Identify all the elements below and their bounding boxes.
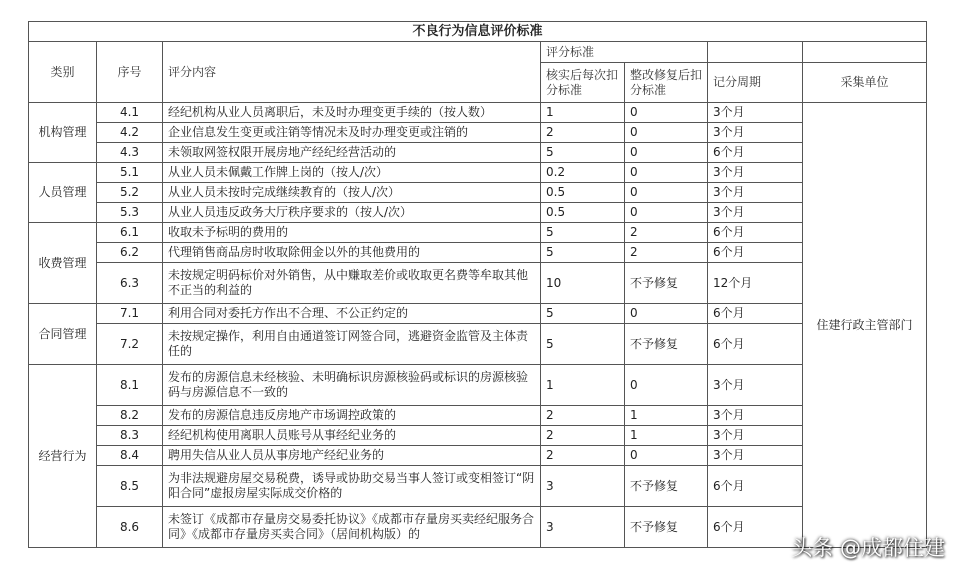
fix-deduct-cell: 0 (625, 203, 708, 223)
table-row (29, 365, 927, 406)
per-deduct-cell: 1 (541, 103, 625, 123)
table-row (29, 406, 927, 426)
period-cell: 6个月 (708, 143, 803, 163)
content-cell: 从业人员违反政务大厅秩序要求的（按人/次） (163, 203, 541, 223)
content-cell: 从业人员未佩戴工作牌上岗的（按人/次） (163, 163, 541, 183)
seq-cell: 4.1 (97, 103, 163, 123)
period-cell: 6个月 (708, 507, 803, 548)
per-deduct-cell: 10 (541, 263, 625, 304)
fix-deduct-cell: 0 (625, 123, 708, 143)
per-deduct-cell: 2 (541, 406, 625, 426)
seq-cell: 5.3 (97, 203, 163, 223)
fix-deduct-cell: 0 (625, 103, 708, 123)
per-deduct-cell: 0.5 (541, 183, 625, 203)
fix-deduct-cell: 2 (625, 243, 708, 263)
content-cell: 企业信息发生变更或注销等情况未及时办理变更或注销的 (163, 123, 541, 143)
period-cell: 6个月 (708, 304, 803, 324)
fix-deduct-cell: 1 (625, 406, 708, 426)
content-cell: 经纪机构使用离职人员账号从事经纪业务的 (163, 426, 541, 446)
header-category: 类别 (29, 42, 97, 103)
fix-deduct-cell: 0 (625, 163, 708, 183)
table-row (29, 163, 927, 183)
table-row (29, 466, 927, 507)
table-row (29, 426, 927, 446)
table-row (29, 263, 927, 304)
header-score-standard: 评分标准 (541, 42, 708, 63)
seq-cell: 7.2 (97, 324, 163, 365)
fix-deduct-cell: 不予修复 (625, 507, 708, 548)
period-cell: 3个月 (708, 163, 803, 183)
period-cell: 12个月 (708, 263, 803, 304)
table-row (29, 143, 927, 163)
period-cell: 3个月 (708, 183, 803, 203)
period-cell: 6个月 (708, 243, 803, 263)
period-cell: 3个月 (708, 103, 803, 123)
table-row (29, 324, 927, 365)
per-deduct-cell: 5 (541, 304, 625, 324)
header-blank (803, 42, 927, 63)
content-cell: 利用合同对委托方作出不合理、不公正约定的 (163, 304, 541, 324)
period-cell: 3个月 (708, 203, 803, 223)
table-row (29, 223, 927, 243)
per-deduct-cell: 3 (541, 507, 625, 548)
per-deduct-cell: 0.5 (541, 203, 625, 223)
per-deduct-cell: 5 (541, 324, 625, 365)
seq-cell: 8.4 (97, 446, 163, 466)
content-cell: 经纪机构从业人员离职后，未及时办理变更手续的（按人数） (163, 103, 541, 123)
header-content: 评分内容 (163, 42, 541, 103)
period-cell: 3个月 (708, 406, 803, 426)
period-cell: 3个月 (708, 446, 803, 466)
content-cell: 未按规定明码标价对外销售，从中赚取差价或收取更名费等牟取其他不正当的利益的 (163, 263, 541, 304)
table-row (29, 123, 927, 143)
seq-cell: 4.2 (97, 123, 163, 143)
table-row (29, 446, 927, 466)
per-deduct-cell: 2 (541, 446, 625, 466)
category-cell: 收费管理 (29, 223, 97, 304)
period-cell: 6个月 (708, 466, 803, 507)
content-cell: 未领取网签权限开展房地产经纪经营活动的 (163, 143, 541, 163)
header-seq: 序号 (97, 42, 163, 103)
seq-cell: 6.3 (97, 263, 163, 304)
fix-deduct-cell: 2 (625, 223, 708, 243)
header-per-deduct: 核实后每次扣分标准 (541, 63, 625, 103)
content-cell: 从业人员未按时完成继续教育的（按人/次） (163, 183, 541, 203)
per-deduct-cell: 5 (541, 143, 625, 163)
header-period: 记分周期 (708, 63, 803, 103)
watermark: 头条 @成都住建 (791, 536, 945, 560)
table-row (29, 304, 927, 324)
content-cell: 代理销售商品房时收取除佣金以外的其他费用的 (163, 243, 541, 263)
header-unit: 采集单位 (803, 63, 927, 103)
content-cell: 为非法规避房屋交易税费，诱导或协助交易当事人签订或变相签订“阴阳合同”虚报房屋实际成交价格的 (163, 466, 541, 507)
content-cell: 聘用失信从业人员从事房地产经纪业务的 (163, 446, 541, 466)
seq-cell: 8.2 (97, 406, 163, 426)
fix-deduct-cell: 不予修复 (625, 324, 708, 365)
seq-cell: 5.1 (97, 163, 163, 183)
seq-cell: 8.5 (97, 466, 163, 507)
period-cell: 6个月 (708, 223, 803, 243)
table-row (29, 243, 927, 263)
period-cell: 3个月 (708, 123, 803, 143)
seq-cell: 8.1 (97, 365, 163, 406)
seq-cell: 4.3 (97, 143, 163, 163)
period-cell: 3个月 (708, 426, 803, 446)
seq-cell: 8.6 (97, 507, 163, 548)
fix-deduct-cell: 0 (625, 365, 708, 406)
per-deduct-cell: 2 (541, 123, 625, 143)
category-cell: 机构管理 (29, 103, 97, 163)
category-cell: 经营行为 (29, 365, 97, 548)
header-blank (708, 42, 803, 63)
content-cell: 收取未予标明的费用的 (163, 223, 541, 243)
table-row (29, 203, 927, 223)
content-cell: 未按规定操作，利用自由通道签订网签合同，逃避资金监管及主体责任的 (163, 324, 541, 365)
fix-deduct-cell: 1 (625, 426, 708, 446)
per-deduct-cell: 0.2 (541, 163, 625, 183)
fix-deduct-cell: 0 (625, 304, 708, 324)
per-deduct-cell: 3 (541, 466, 625, 507)
seq-cell: 8.3 (97, 426, 163, 446)
table-title: 不良行为信息评价标准 (29, 22, 927, 42)
per-deduct-cell: 5 (541, 243, 625, 263)
fix-deduct-cell: 不予修复 (625, 263, 708, 304)
content-cell: 发布的房源信息未经核验、未明确标识房源核验码或标识的房源核验码与房源信息不一致的 (163, 365, 541, 406)
content-cell: 未签订《成都市存量房交易委托协议》《成都市存量房买卖经纪服务合同》《成都市存量房买卖合同》（居间机构版）的 (163, 507, 541, 548)
fix-deduct-cell: 0 (625, 143, 708, 163)
seq-cell: 6.1 (97, 223, 163, 243)
evaluation-standard-table (28, 21, 927, 548)
fix-deduct-cell: 不予修复 (625, 466, 708, 507)
header-fix-deduct: 整改修复后扣分标准 (625, 63, 708, 103)
category-cell: 人员管理 (29, 163, 97, 223)
per-deduct-cell: 5 (541, 223, 625, 243)
collection-unit-cell: 住建行政主管部门 (803, 103, 927, 548)
per-deduct-cell: 1 (541, 365, 625, 406)
period-cell: 3个月 (708, 365, 803, 406)
per-deduct-cell: 2 (541, 426, 625, 446)
fix-deduct-cell: 0 (625, 183, 708, 203)
fix-deduct-cell: 0 (625, 446, 708, 466)
table-row (29, 103, 927, 123)
seq-cell: 5.2 (97, 183, 163, 203)
category-cell: 合同管理 (29, 304, 97, 365)
period-cell: 6个月 (708, 324, 803, 365)
content-cell: 发布的房源信息违反房地产市场调控政策的 (163, 406, 541, 426)
seq-cell: 6.2 (97, 243, 163, 263)
table-row (29, 183, 927, 203)
seq-cell: 7.1 (97, 304, 163, 324)
